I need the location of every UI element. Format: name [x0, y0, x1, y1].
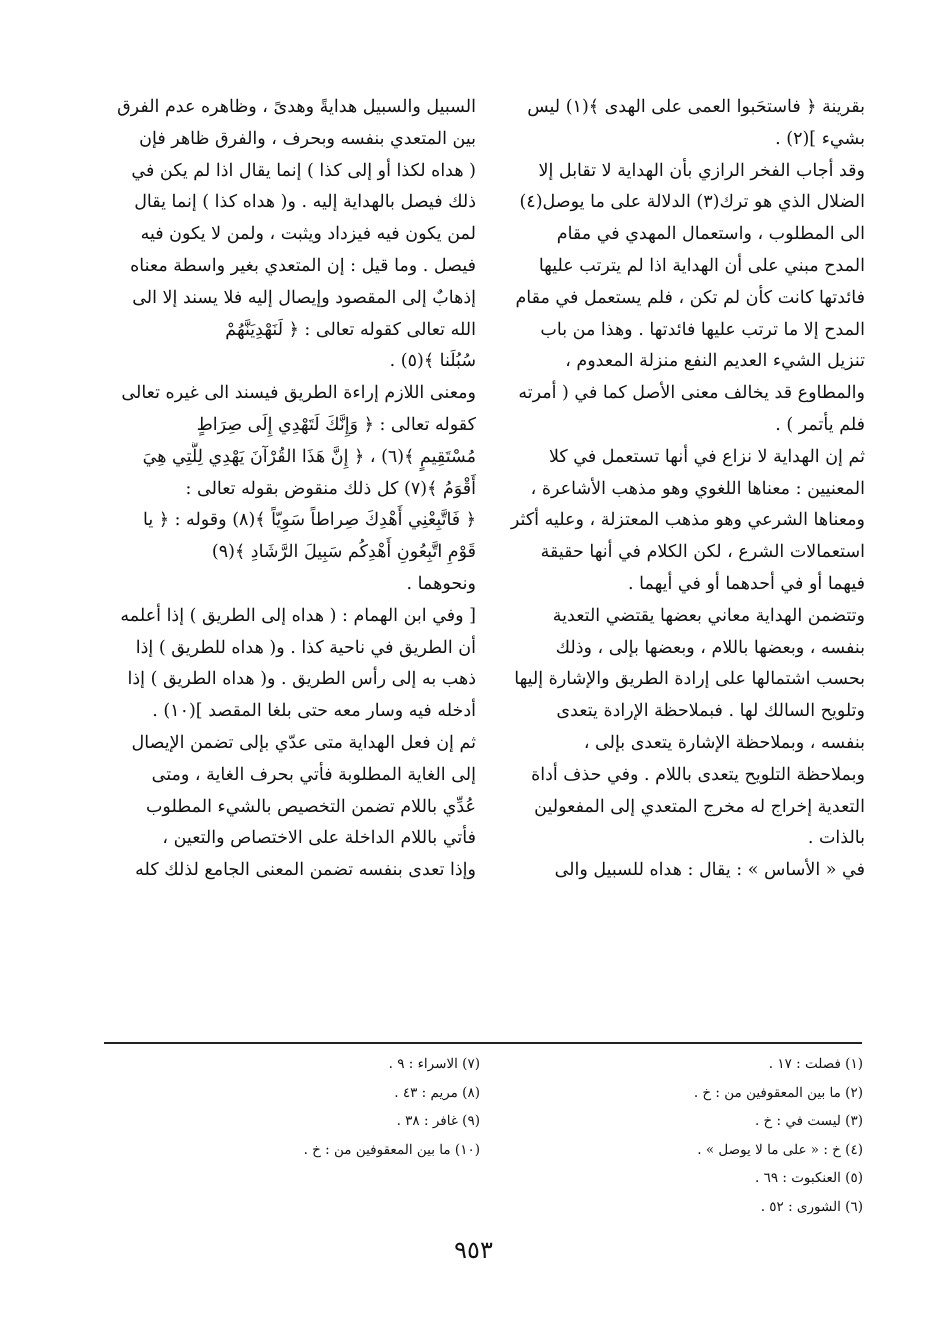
- text-line: إذهابٌ إلى المقصود وإيصال إليه فلا يسند إلا الى: [132, 287, 476, 308]
- text-line: وبملاحظة التلويح يتعدى باللام . وفي حذف أداة: [531, 764, 865, 785]
- text-line: عُدِّي باللام تضمن التخصيص بالشيء المطلوب: [145, 796, 476, 817]
- text-line: قَوْمِ اتَّبِعُونِ أَهْدِكُم سَبِيلَ الرَّشَادِ ﴾(٩): [211, 542, 476, 563]
- right-text-column: [493, 92, 865, 887]
- text-line: بنفسه ، وبملاحظة الإشارة يتعدى بإلى ،: [583, 732, 865, 753]
- text-line: أدخله فيه وسار معه حتى بلغا المقصد ](١٠) .: [152, 701, 476, 722]
- text-line: الضلال الذي هو ترك(٣) الدلالة على ما يوصل(٤): [519, 192, 865, 213]
- text-line: ومعنى اللازم إراءة الطريق فيسند الى غيره تعالى: [121, 383, 476, 404]
- text-line: فائدتها كانت كأن لم تكن ، فلم يستعمل في مقام: [515, 287, 865, 308]
- text-line: المعنيين : معناها اللغوي وهو مذهب الأشاعرة ،: [530, 478, 865, 499]
- text-line: ﴿ فَاتَّبِعْنِي أَهْدِكَ صِراطاً سَوِيّاً ﴾(٨) وقوله : ﴿ يا: [143, 510, 476, 531]
- text-line: ( هداه لكذا أو إلى كذا ) إنما يقال اذا لم يكن في: [131, 160, 476, 181]
- text-line: التعدية إخراج له مخرج المتعدي إلى المفعولين: [534, 796, 865, 817]
- text-line: بحسب اشتمالها على إرادة الطريق والإشارة إليها: [514, 669, 865, 690]
- text-line: فيهما أو في أحدهما أو في أيهما .: [628, 573, 865, 594]
- text-line: في « الأساس » : يقال : هداه للسبيل والى: [554, 860, 865, 881]
- text-line: المدح إلا ما ترتب عليها فائدتها . وهذا من باب: [540, 319, 865, 340]
- left-text-column: [104, 92, 476, 887]
- text-line: كقوله تعالى : ﴿ وَإِنَّكَ لَتَهْدِي إِلَى صِرَاطٍ: [196, 414, 476, 435]
- text-line: تنزيل الشيء العديم النفع منزلة المعدوم ،: [565, 351, 865, 372]
- text-line: ثم إن فعل الهداية متى عدّي بإلى تضمن الإيصال: [131, 732, 476, 753]
- text-line: بشيء ](٢) .: [775, 128, 865, 149]
- page-number: ٩٥٣: [454, 1236, 493, 1264]
- text-line: السبيل والسبيل هدايةً وهدىً ، وظاهره عدم الفرق: [117, 97, 476, 117]
- text-line: بين المتعدي بنفسه وبحرف ، والفرق ظاهر فإن: [139, 128, 476, 149]
- text-line: الى المطلوب ، واستعمال المهدي في مقام: [556, 224, 865, 245]
- footnote: (١) فصلت : ١٧ .: [768, 1056, 863, 1072]
- footnotes-left: [250, 1050, 480, 1164]
- text-line: سُبُلَنا ﴾(٥) .: [389, 351, 476, 372]
- text-line: أَقْوَمُ ﴾(٧) كل ذلك منقوض بقوله تعالى :: [185, 478, 476, 499]
- text-line: إلى الغاية المطلوبة فأتي بحرف الغاية ، ومتى: [151, 764, 476, 785]
- text-line: ثم إن الهداية لا نزاع في أنها تستعمل في كلا: [548, 446, 865, 467]
- footnote: (٣) ليست في : خ .: [754, 1113, 863, 1130]
- text-line: ومعناها الشرعي وهو مذهب المعتزلة ، وعليه أكثر: [510, 510, 865, 531]
- footnote: (١٠) ما بين المعقوفين من : خ .: [303, 1141, 480, 1158]
- text-line: ذلك فيصل بالهداية إليه . و( هداه كذا ) إنما يقال: [134, 192, 476, 213]
- footnote: (٦) الشورى : ٥٢ .: [760, 1198, 863, 1215]
- text-line: وإذا تعدى بنفسه تضمن المعنى الجامع لذلك كله: [135, 860, 476, 881]
- text-line: وتتضمن الهداية معاني بعضها يقتضي التعدية: [552, 605, 865, 626]
- footnote-divider: [104, 1042, 862, 1044]
- text-line: لمن يكون فيه فيزداد ويثبت ، ولمن لا يكون فيه: [140, 224, 476, 245]
- text-line: ونحوهما .: [406, 573, 476, 594]
- text-line: ذهب به إلى رأس الطريق . و( هداه الطريق ) إذا: [127, 669, 476, 690]
- footnotes-right: [560, 1050, 863, 1222]
- text-line: فأتي باللام الداخلة على الاختصاص والتعين ،: [162, 828, 476, 849]
- text-line: فلم يأتمر ) .: [775, 414, 865, 435]
- text-line: المدح مبني على أن الهداية اذا لم يترتب عليها: [538, 255, 865, 276]
- footnote: (٤) خ : « على ما لا يوصل » .: [697, 1141, 863, 1158]
- text-line: الله تعالى كقوله تعالى : ﴿ لَنَهْدِيَنَّهُمْ: [225, 319, 476, 340]
- footnote: (٢) ما بين المعقوفين من : خ .: [693, 1084, 863, 1101]
- text-line: استعمالات الشرع ، لكن الكلام في أنها حقيقة: [540, 542, 865, 563]
- text-line: أن الطريق في ناحية كذا . و( هداه للطريق ) إذا: [135, 637, 476, 658]
- text-line: والمطاوع قد يخالف معنى الأصل كما في ( أمرته: [518, 383, 865, 404]
- footnote: (٥) العنكبوت : ٦٩ .: [754, 1170, 863, 1187]
- text-line: فيصل . وما قيل : إن المتعدي بغير واسطة معناه: [130, 255, 476, 276]
- text-line: مُسْتَقِيمٍ ﴾(٦) ، ﴿ إِنَّ هَذَا القُرْآنَ يَهْدِي لِلَّتِي هِيَ: [142, 446, 476, 467]
- footnote: (٨) مريم : ٤٣ .: [394, 1084, 480, 1101]
- text-line: بقرينة ﴿ فاستحَبوا العمى على الهدى ﴾(١) ليس: [527, 97, 865, 117]
- footnote: (٩) غافر : ٣٨ .: [396, 1113, 480, 1130]
- text-line: وتلويح السالك لها . فبملاحظة الإرادة يتعدى: [556, 701, 865, 722]
- text-line: وقد أجاب الفخر الرازي بأن الهداية لا تقابل إلا: [538, 160, 865, 181]
- text-line: بنفسه ، وبعضها باللام ، وبعضها بإلى ، وذلك: [555, 637, 865, 658]
- footnote: (٧) الاسراء : ٩ .: [388, 1056, 480, 1072]
- text-line: بالذات .: [807, 828, 865, 849]
- text-line: [ وفي ابن الهمام : ( هداه إلى الطريق ) إذا أعلمه: [120, 605, 476, 626]
